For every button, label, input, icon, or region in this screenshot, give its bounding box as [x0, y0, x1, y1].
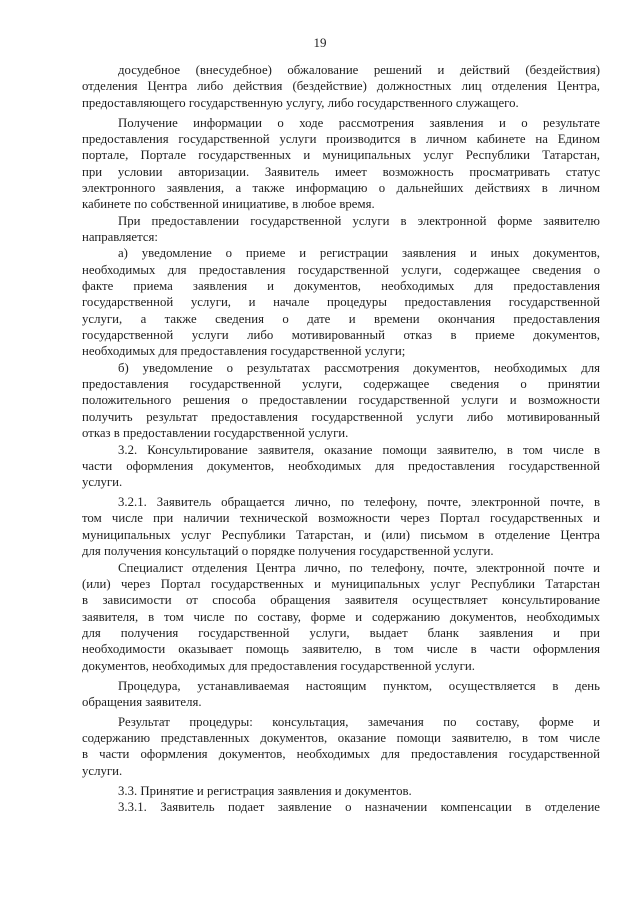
text-line: (или) через Портал государственных и муниципальных услуг Республики Татарстан [82, 576, 600, 591]
text-line: Получение информации о ходе рассмотрения заявления и о результате [118, 115, 600, 130]
text-line: досудебное (внесудебное) обжалование решений и действий (бездействия) [118, 63, 600, 77]
text-line: б) уведомление о результатах рассмотрения документов, необходимых для [118, 360, 600, 375]
text-line: Специалист отделения Центра лично, по телефону, почте, электронной почте и [118, 560, 600, 575]
text-line: муниципальных услуг Республики Татарстан, и (или) письмом в отделение Центра [82, 527, 600, 542]
text-line: Процедура, устанавливаемая настоящим пунктом, осуществляется в день [118, 678, 600, 693]
text-line: 3.2. Консультирование заявителя, оказание помощи заявителю, в том числе в [118, 442, 600, 457]
text-line: части оформления документов, необходимых для предоставления государственной [82, 458, 600, 473]
text-line: факте приема заявления и документов, необходимых для предоставления [82, 279, 600, 294]
text-line: государственной услуги либо мотивированный отказ в приеме документов, [82, 328, 600, 343]
text-line: предоставления государственной услуги производится в личном кабинете на Едином [82, 131, 600, 146]
text-line: для получения консультаций о порядке получения государственной услуги. [82, 544, 494, 559]
text-line: заявителя, в том числе по составу, форме и содержанию документов, необходимых [82, 609, 600, 624]
text-line: положительного решения о предоставлении государственной услуги и возможности [82, 393, 600, 408]
text-line: государственной услуги, и начале процедуры предоставления государственной [82, 295, 600, 310]
text-line: необходимых для предоставления государственной услуги, содержащее сведения о [82, 262, 600, 277]
text-line: предоставления государственной услуги, содержащее сведения о принятии [82, 377, 600, 392]
text-line: услуги, а также сведения о дате и времени окончания предоставления [82, 311, 600, 326]
text-line: услуги. [82, 763, 123, 778]
text-line: отказ в предоставлении государственной услуги. [82, 426, 349, 441]
text-line: 3.2.1. Заявитель обращается лично, по телефону, почте, электронной почте, в [118, 495, 600, 510]
text-line: получить результат предоставления государственной услуги либо мотивированный [82, 409, 600, 424]
text-line: электронного заявления, а также информацию о дальнейших действиях в личном [82, 181, 600, 195]
text-line: для получения государственной услуги, выдает бланк заявления и при [82, 625, 600, 640]
text-line: отделения Центра либо действия (бездействие) должностных лиц отделения Центра, [82, 79, 600, 94]
text-line: содержанию представленных документов, оказание помощи заявителю, в том числе [82, 731, 600, 746]
text-line: Результат процедуры: консультация, замечания по составу, форме и [118, 714, 600, 729]
document-body [82, 62, 600, 815]
text-line: кабинете по собственной инициативе, в любое время. [82, 197, 375, 212]
text-line: направляется: [82, 230, 158, 245]
text-line: услуги. [82, 475, 123, 490]
text-line: документов, необходимых для предоставления государственной услуги. [82, 658, 475, 673]
text-line: необходимости оказывает помощь заявителю, в том числе в части оформления [82, 642, 600, 657]
text-line: предоставляющего государственную услугу, либо государственного служащего. [82, 95, 519, 110]
text-line: обращения заявителя. [82, 694, 202, 709]
text-line: в зависимости от способа обращения заявителя осуществляет консультирование [82, 593, 600, 608]
page-number: 19 [313, 35, 327, 50]
text-line: портале, Портале государственных и муниципальных услуг Республики Татарстан, [82, 148, 600, 163]
text-line: а) уведомление о приеме и регистрации заявления и иных документов, [118, 246, 600, 261]
text-line: при условии авторизации. Заявитель имеет возможность просматривать статус [82, 164, 600, 179]
text-line: При предоставлении государственной услуги в электронной форме заявителю [118, 213, 600, 228]
text-line: 3.3. Принятие и регистрация заявления и документов. [118, 783, 412, 798]
text-line: том числе при наличии технической возможности через Портал государственных и [82, 511, 600, 526]
text-line: 3.3.1. Заявитель подает заявление о назначении компенсации в отделение [118, 800, 600, 815]
text-line: необходимых для предоставления государственной услуги; [82, 344, 406, 359]
text-line: в части оформления документов, необходимых для предоставления государственной [82, 747, 600, 762]
